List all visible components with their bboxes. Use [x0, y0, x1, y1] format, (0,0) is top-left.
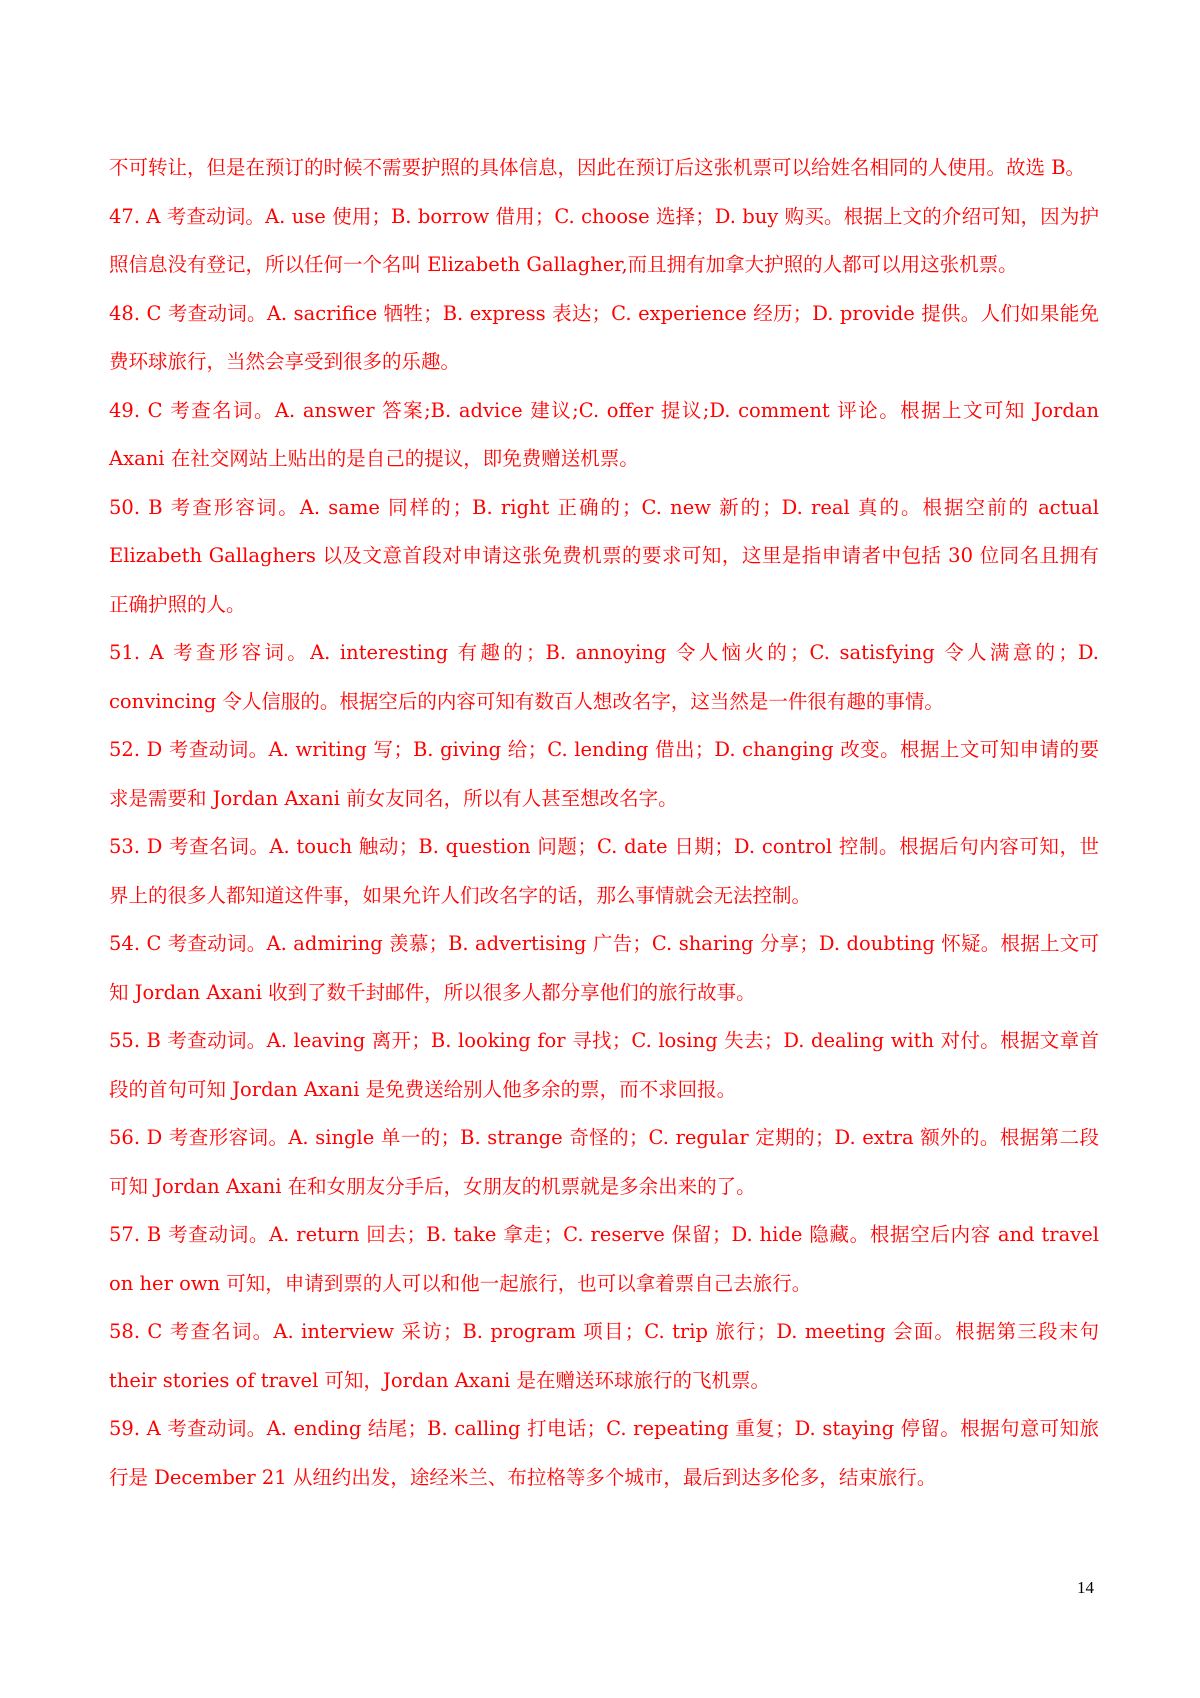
explanation-continuation: 不可转让，但是在预订的时候不需要护照的具体信息，因此在预订后这张机票可以给姓名相同的人使用。故选 B。 [109, 156, 1086, 179]
explanation-50: 50. B 考查形容词。A. same 同样的；B. right 正确的；C. new 新的；D. real 真的。根据空前的 actual Elizabeth Gallaghers 以及文意首段对申请这张免费机票的要求可知，这里是指申请者中包括 30 位同名且拥有正确护照的人。 [109, 495, 1099, 616]
answer-explanations [109, 144, 1099, 1502]
explanation-51: 51. A 考查形容词。A. interesting 有趣的；B. annoying 令人恼火的；C. satisfying 令人满意的；D. convincing 令人信服的。根据空后的内容可知有数百人想改名字，这当然是一件很有趣的事情。 [109, 641, 1099, 713]
explanation-53: 53. D 考查名词。A. touch 触动；B. question 问题；C. date 日期；D. control 控制。根据后句内容可知，世界上的很多人都知道这件事，如果允许人们改名字的话，那么事情就会无法控制。 [109, 835, 1099, 907]
explanation-54: 54. C 考查动词。A. admiring 羡慕；B. advertising 广告；C. sharing 分享；D. doubting 怀疑。根据上文可知 Jordan Axani 收到了数千封邮件，所以很多人都分享他们的旅行故事。 [109, 932, 1099, 1004]
explanation-49: 49. C 考查名词。A. answer 答案;B. advice 建议;C. offer 提议;D. comment 评论。根据上文可知 Jordan Axani 在社交网站上贴出的是自己的提议，即免费赠送机票。 [109, 398, 1099, 470]
page-number: 14 [1077, 1578, 1094, 1597]
explanation-55: 55. B 考查动词。A. leaving 离开；B. looking for 寻找；C. losing 失去；D. dealing with 对付。根据文章首段的首句可知 Jordan Axani 是免费送给别人他多余的票，而不求回报。 [109, 1029, 1099, 1101]
explanation-56: 56. D 考查形容词。A. single 单一的；B. strange 奇怪的；C. regular 定期的；D. extra 额外的。根据第二段可知 Jordan Axani 在和女朋友分手后，女朋友的机票就是多余出来的了。 [109, 1126, 1099, 1198]
explanation-48: 48. C 考查动词。A. sacrifice 牺牲；B. express 表达；C. experience 经历；D. provide 提供。人们如果能免费环球旅行，当然会享受到很多的乐趣。 [109, 301, 1099, 373]
explanation-47: 47. A 考查动词。A. use 使用；B. borrow 借用；C. choose 选择；D. buy 购买。根据上文的介绍可知，因为护照信息没有登记，所以任何一个名叫 Elizabeth Gallagher,而且拥有加拿大护照的人都可以用这张机票。 [109, 204, 1099, 276]
explanation-59: 59. A 考查动词。A. ending 结尾；B. calling 打电话；C. repeating 重复；D. staying 停留。根据句意可知旅行是 December 21 从纽约出发，途经米兰、布拉格等多个城市，最后到达多伦多，结束旅行。 [109, 1417, 1099, 1489]
explanation-58: 58. C 考查名词。A. interview 采访；B. program 项目；C. trip 旅行；D. meeting 会面。根据第三段末句 their stories of travel 可知，Jordan Axani 是在赠送环球旅行的飞机票。 [109, 1320, 1099, 1392]
explanation-57: 57. B 考查动词。A. return 回去；B. take 拿走；C. reserve 保留；D. hide 隐藏。根据空后内容 and travel on her own 可知，申请到票的人可以和他一起旅行，也可以拿着票自己去旅行。 [109, 1223, 1099, 1295]
explanation-52: 52. D 考查动词。A. writing 写；B. giving 给；C. lending 借出；D. changing 改变。根据上文可知申请的要求是需要和 Jordan Axani 前女友同名，所以有人甚至想改名字。 [109, 738, 1099, 810]
